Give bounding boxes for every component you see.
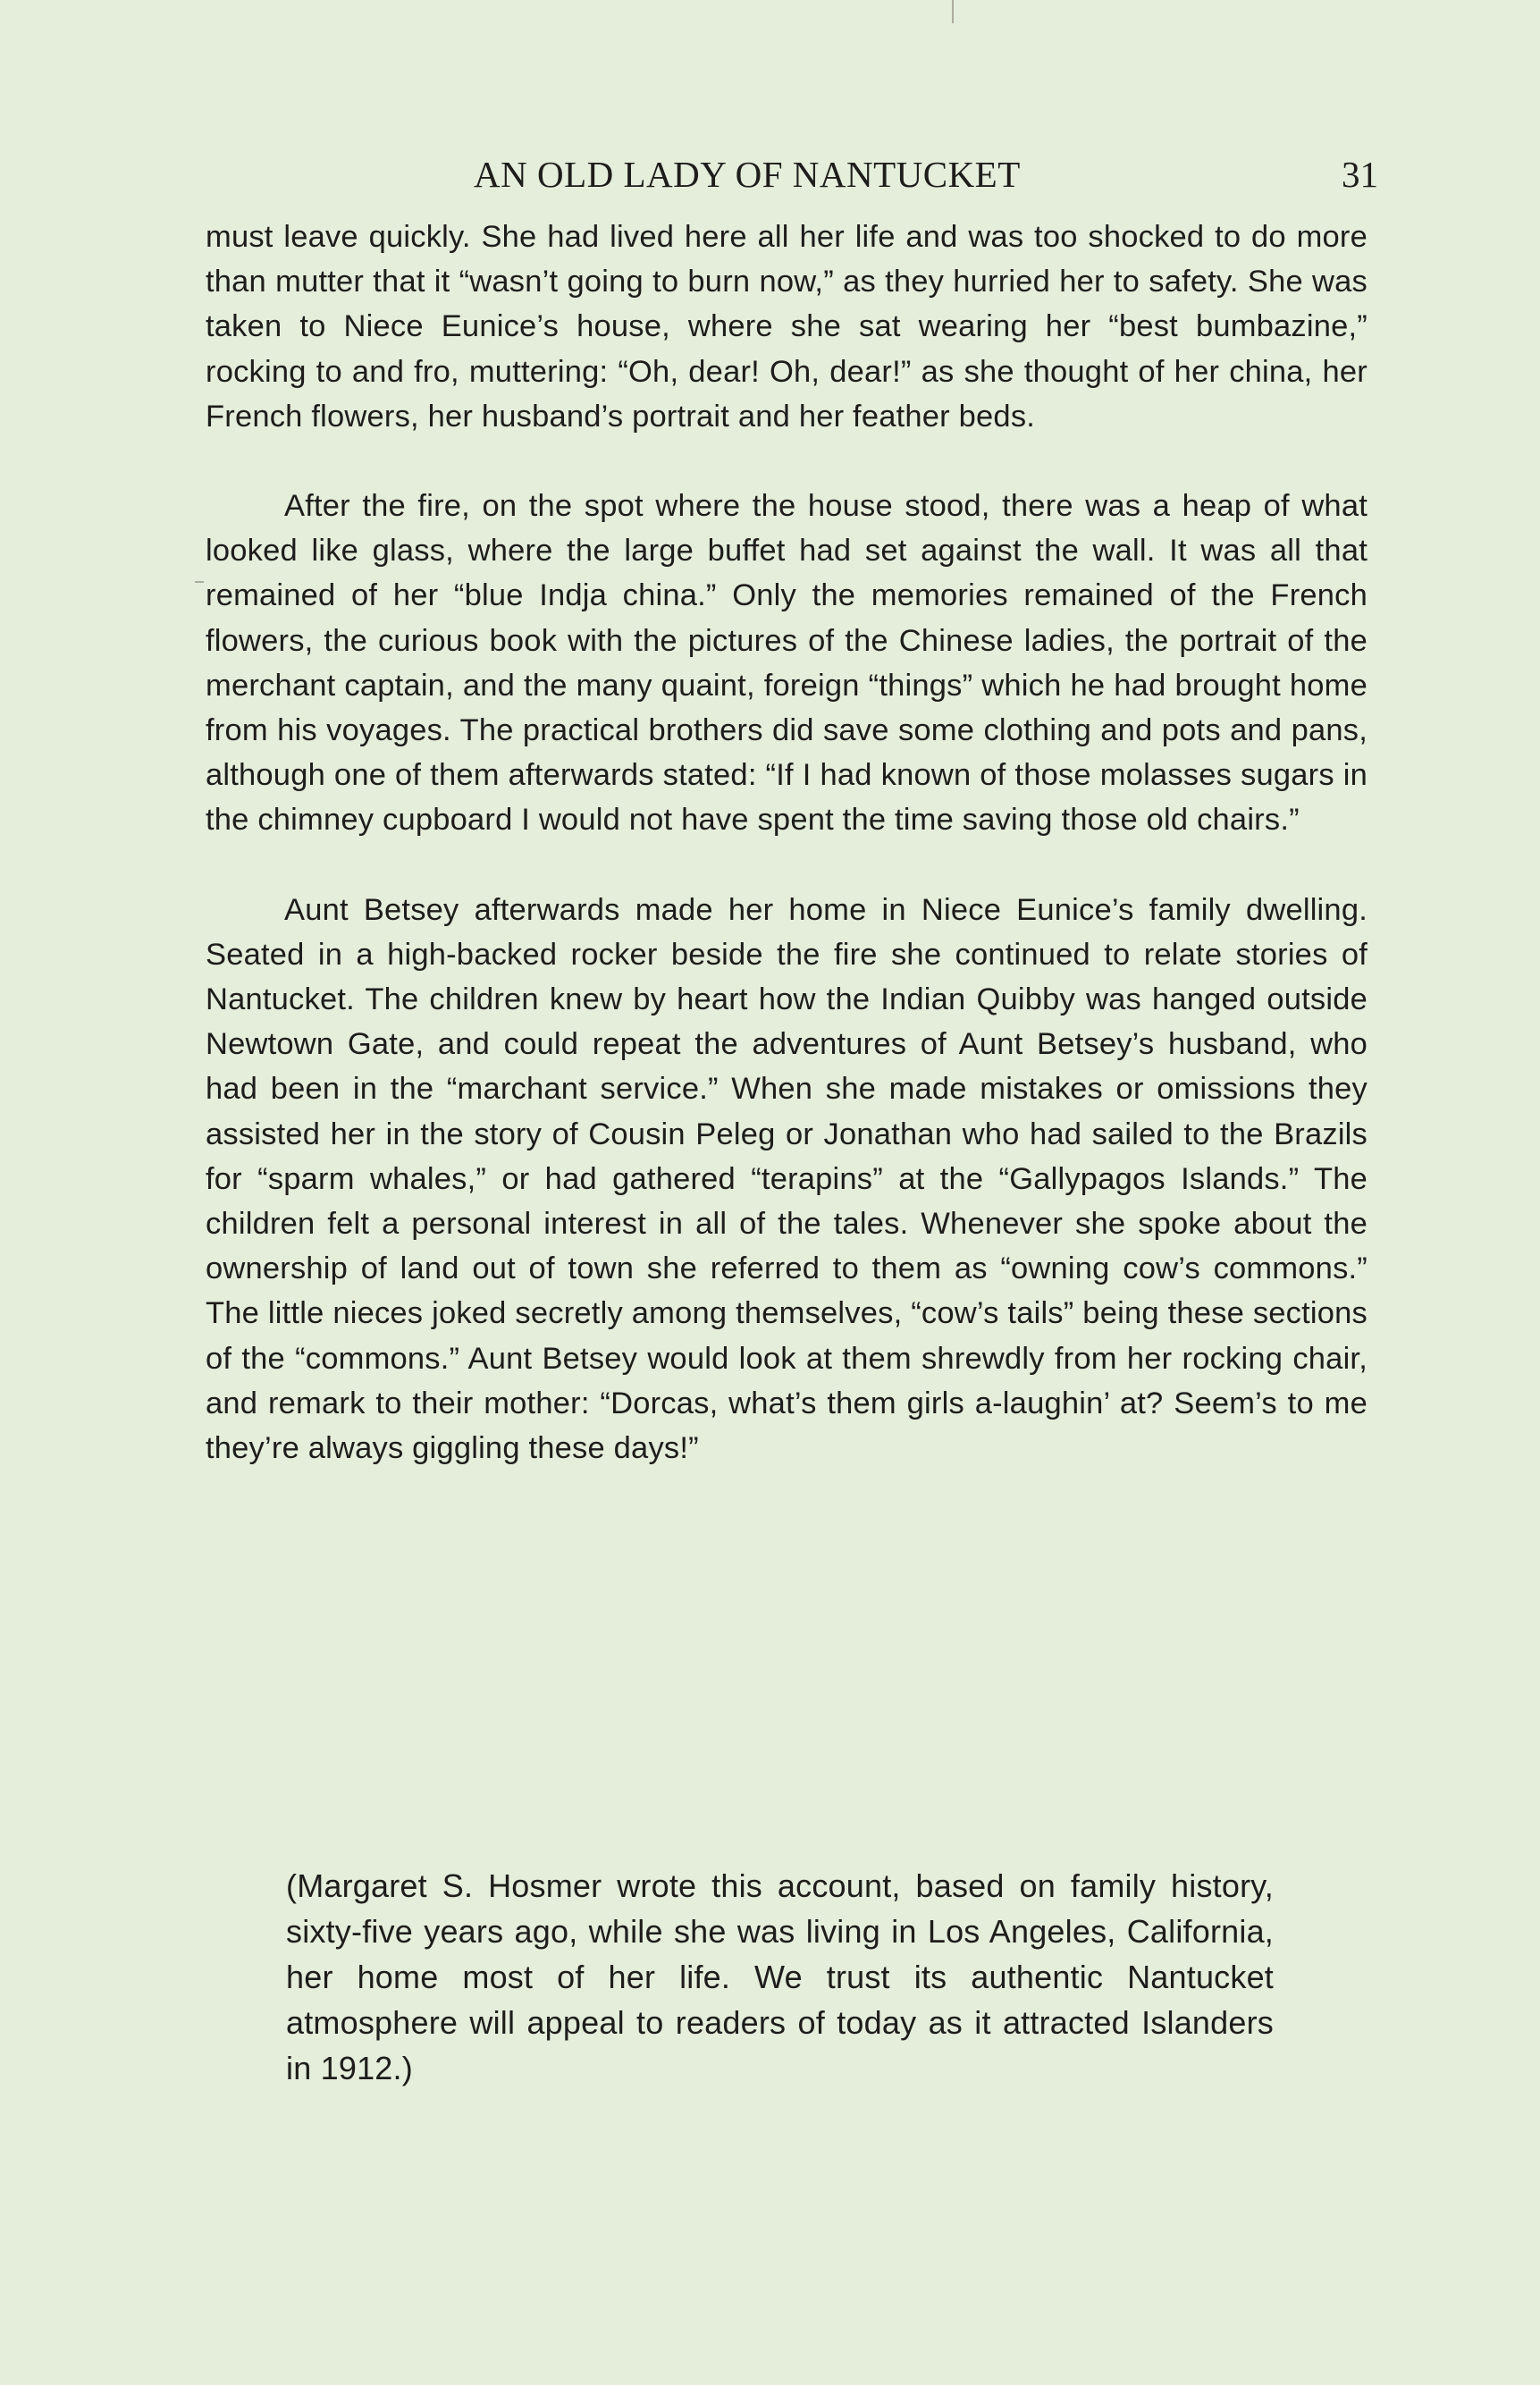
running-head [206, 150, 1378, 198]
editor-note-text: (Margaret S. Hosmer wrote this account, based on family history, sixty-five years ago, while she was living in Los Angeles, California, her home most of her life. We trust its authentic Nantucket atmosphere will appeal to readers of today as it attracted Islanders in 1912.) [286, 1867, 1274, 2086]
paper-speck [195, 581, 204, 583]
editor-note [286, 1863, 1274, 2091]
body-text [206, 215, 1367, 1515]
paragraph-after-fire: After the fire, on the spot where the house stood, there was a heap of what looked like glass, where the large buffet had set against the wall. It was all that remained of her “blue Indja china.” Only the memories remained of the French flowers, the curious book with the pictures of the Chinese ladies, the portrait of the merchant captain, and the many quaint, foreign “things” which he had brought home from his voyages. The practical brothers did save some clothing and pots and pans, although one of them afterwards stated: “If I had known of those molasses sugars in the chimney cupboard I would not have spent the time saving those old chairs.” [206, 489, 1367, 838]
running-title: AN OLD LADY OF NANTUCKET [474, 154, 1021, 195]
paragraph-aunt-betsey: Aunt Betsey afterwards made her home in Niece Eunice’s family dwelling. Seated in a high-backed rocker beside the fire she continued to relate stories of Nantucket. The children knew by heart how the Indian Quibby was hanged outside Newtown Gate, and could repeat the adventures of Aunt Betsey’s husband, who had been in the “marchant service.” When she made mistakes or omissions they assisted her in the story of Cousin Peleg or Jonathan who had sailed to the Brazils for “sparm whales,” or had gathered “terapins” at the “Gallypagos Islands.” The children felt a personal interest in all of the tales. Whenever she spoke about the ownership of land out of town she referred to them as “owning cow’s commons.” The little nieces joked secretly among themselves, “cow’s tails” being these sections of the “commons.” Aunt Betsey would look at them shrewdly from her rocking chair, and remark to their mother: “Dorcas, what’s them girls a-laughin’ at? Seem’s to me they’re always giggling these days!” [206, 892, 1367, 1466]
page-number: 31 [1342, 154, 1378, 195]
paper-speck [952, 0, 954, 23]
paragraph-continued: must leave quickly. She had lived here all her life and was too shocked to do more than mutter that it “wasn’t going to burn now,” as they hurried her to safety. She was taken to Niece Eunice’s house, where she sat wearing her “best bumbazine,” rocking to and fro, muttering: “Oh, dear! Oh, dear!” as she thought of her china, her French flowers, her husband’s portrait and her feather beds. [206, 220, 1367, 434]
